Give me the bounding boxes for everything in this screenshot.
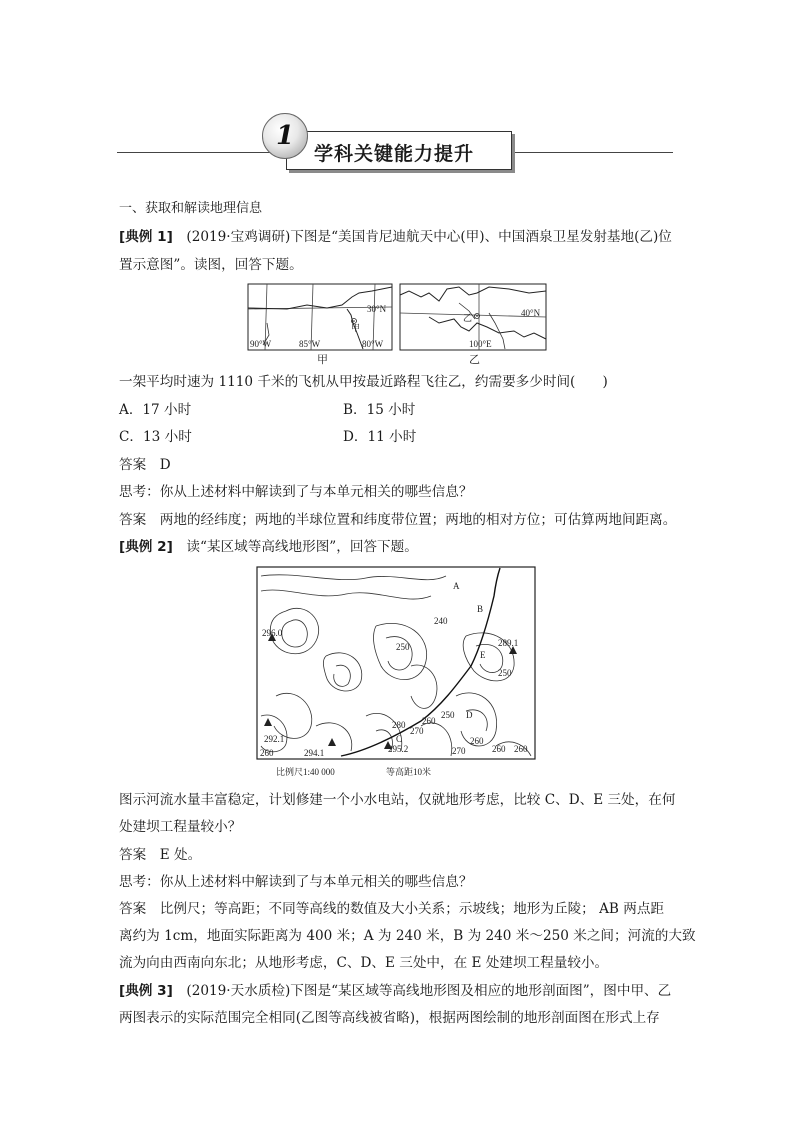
section-number: 1 [275, 121, 295, 151]
contour-label: 250 [441, 710, 455, 720]
example2-tag: [典例 2] [119, 539, 173, 555]
example2-think-answer-line1 [119, 899, 664, 919]
height-label: 295.2 [388, 744, 409, 754]
example3-line1 [119, 981, 671, 1001]
option-c: C．13 小时 [119, 429, 192, 445]
point-c: C [396, 734, 403, 744]
map-yi [399, 283, 547, 367]
contour-label: 260 [422, 716, 436, 726]
map-yi-lat: 40°N [521, 308, 541, 318]
example1-question: 一架平均时速为 1110 千米的飞机从甲按最近路程飞往乙，约需要多少时间( ) [119, 374, 608, 390]
example2-answer [119, 845, 201, 865]
header-rule-left [117, 152, 285, 153]
contour-label: 250 [498, 668, 512, 678]
page-title: 学科关键能力提升 [314, 143, 475, 165]
answer-label: 答案 [119, 512, 147, 528]
example1-intro: (2019·宝鸡调研)下图是“美国肯尼迪航天中心(甲)、中国酒泉卫星发射基地(乙)位 [186, 229, 672, 245]
answer-label: 答案 [119, 457, 147, 473]
example3-tag: [典例 3] [119, 983, 173, 999]
example1-think: 思考：你从上述材料中解读到了与本单元相关的哪些信息？ [119, 484, 473, 500]
contour-map [256, 566, 538, 782]
example2-intro: 读“某区域等高线地形图”，回答下题。 [186, 539, 418, 555]
height-label: 294.1 [304, 748, 325, 758]
answer-value: D [159, 457, 171, 473]
point-e: E [480, 650, 486, 660]
answer-label: 答案 [119, 847, 147, 863]
example3-intro: (2019·天水质检)下图是“某区域等高线地形图及相应的地形剖面图”，图中甲、乙 [186, 983, 672, 999]
map-yi-point: 乙 [463, 313, 473, 323]
example2-line1 [119, 537, 418, 557]
example2-question-line2: 处建坝工程量较小？ [119, 819, 242, 835]
example2-question-line1: 图示河流水量丰富稳定，计划修建一个小水电站，仅就地形考虑，比较 C、D、E 三处，在何 [119, 792, 676, 808]
answer-label: 答案 [119, 901, 147, 917]
think-answer-text: 两地的经纬度；两地的半球位置和纬度带位置；两地的相对方位；可估算两地间距离。 [159, 512, 677, 528]
height-label: 296.0 [262, 628, 283, 638]
section-number-badge [262, 113, 308, 159]
map-jia-lon3: 80°W [362, 339, 384, 349]
example2-think-answer-line2: 离约为 1cm，地面实际距离为 400 米；A 为 240 米，B 为 240 米～250 米之间；河流的大致 [119, 928, 696, 944]
map-interval: 等高距10米 [386, 767, 432, 777]
contour-label: 270 [410, 726, 424, 736]
contour-label: 240 [434, 616, 448, 626]
point-d: D [466, 710, 473, 720]
point-a: A [453, 581, 460, 591]
contour-label: 260 [470, 736, 484, 746]
think-answer-text: 比例尺；等高距；不同等高线的数值及大小关系；示坡线；地形为丘陵； AB 两点距 [159, 901, 665, 917]
map-jia [247, 283, 393, 367]
option-b: B．15 小时 [343, 402, 416, 418]
map-jia-point: 甲 [351, 323, 361, 333]
example2-think-answer-line3: 流为向由西南向东北；从地形考虑，C、D、E 三处中，在 E 处建坝工程量较小。 [119, 955, 609, 971]
example1-line2: 置示意图”。读图，回答下题。 [119, 257, 303, 273]
map-scale: 比例尺1:40 000 [276, 767, 335, 777]
example1-think-answer [119, 510, 676, 530]
option-d: D．11 小时 [343, 429, 417, 445]
map-jia-lat: 30°N [367, 304, 387, 314]
example3-line2: 两图表示的实际范围完全相同(乙图等高线被省略)，根据两图绘制的地形剖面图在形式上存 [119, 1010, 660, 1026]
height-label: 292.1 [264, 734, 285, 744]
contour-label: 260 [514, 744, 528, 754]
map-yi-caption: 乙 [469, 354, 480, 366]
point-b: B [477, 604, 484, 614]
map-jia-caption: 甲 [317, 354, 328, 366]
example1-line1 [119, 227, 672, 247]
example1-answer [119, 455, 171, 475]
example1-tag: [典例 1] [119, 229, 173, 245]
height-label: 289.1 [498, 638, 519, 648]
section-heading: 一、获取和解读地理信息 [119, 201, 263, 216]
example2-think: 思考：你从上述材料中解读到了与本单元相关的哪些信息？ [119, 874, 473, 890]
map-yi-lon: 100°E [469, 339, 492, 349]
answer-value: E 处。 [159, 847, 202, 863]
contour-label: 270 [452, 746, 466, 756]
map-jia-lon1: 90°W [250, 339, 272, 349]
option-a: A．17 小时 [119, 402, 192, 418]
contour-label: 260 [492, 744, 506, 754]
contour-label: 250 [396, 642, 410, 652]
map-jia-lon2: 85°W [299, 339, 321, 349]
header-rule-right [511, 152, 673, 153]
contour-label: 260 [260, 748, 274, 758]
contour-label: 280 [392, 720, 406, 730]
